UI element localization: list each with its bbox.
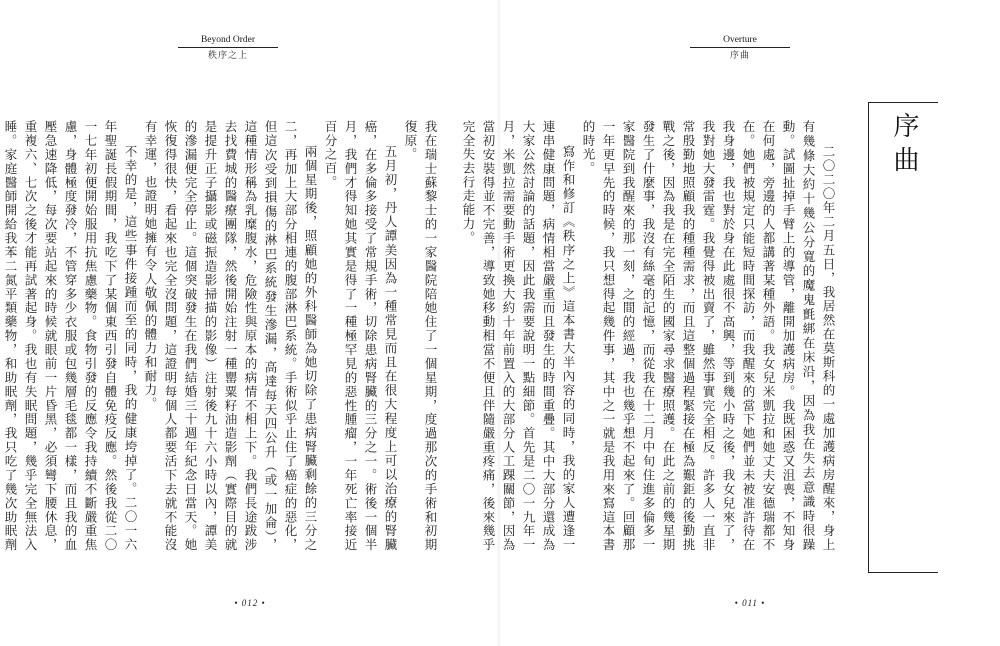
page-number-right: • 011 •	[734, 598, 766, 608]
paragraph: 兩個星期後，照顧她的外科醫師為她切除了患病腎臟剩餘的三分之二，再加上大部分相連的腹部淋巴系統。手術似乎止住了癌症的惡化，但這次受到損傷的淋巴系統發生滲漏，高達每天四公升（或一加侖），這種情形稱為乳糜腹水，危險性與原本的病情不相上下。我們長途跋涉去找費城的醫療團隊，然後開始注射一種罌粟籽油造影劑（實際目的就是提升正子攝影或磁振造影掃描的影像）注射後九十六小時以內，譚美的滲漏便完全停止。這個突破發生在我們結婚三十週年紀念日當天。她恢復得很快，看起來也完全沒問題，這證明每個人都要活下去就不能沒有幸運，也證明她擁有令人敬佩的體力和耐力。	[143, 120, 318, 552]
chapter-vertical-rule	[868, 102, 869, 572]
chapter-heading	[868, 102, 938, 572]
paragraph: 不幸的是，這些事件接踵而至的同時，我的健康垮掉了。二〇一六年聖誕長假期間，我吃下了某個東西引發自體免疫反應。然後我從二〇一七年初便開始服用抗焦慮藥物。食物引發的反應令我持續不斷嚴重焦慮，身體極度發冷，不管穿多少衣服或包幾層毛毯都一樣，而且我的血壓急速降低，每次要站起來的時候就眼前一片昏黑，必須彎下腰休息，重複六、七次之後才能再試著起身。我也有失眠問題，幾乎完全無法入睡。家庭醫師開給我苯二氮平類藥物，和助眠劑，我只吃了幾次助眠劑	[3, 120, 138, 552]
paragraph: 我在瑞士蘇黎士的一家醫院陪她住了一個星期，度過那次的手術和初期復原。	[403, 120, 438, 552]
body-text-left	[3, 120, 440, 552]
running-header-right	[690, 34, 790, 63]
paragraph: 五月初，丹人譚美因為一種常見而且在很大程度上可以治療的腎臟癌，在多倫多接受了常規手術，切除患病腎臟的三分之一。術後一個半月，我們才得知她其實是得了一種極罕見的惡性腫瘤，一年死亡率接近百分之百。	[323, 120, 398, 552]
header-title-zh: 序曲	[729, 51, 750, 61]
header-title-zh: 秩序之上	[207, 51, 248, 61]
chapter-top-rule	[868, 102, 938, 103]
header-title-en: Beyond Order	[200, 35, 256, 45]
page-number-left: • 012 •	[234, 598, 266, 608]
running-header-left	[178, 34, 278, 63]
paragraph: 二〇二〇年二月五日，我居然在莫斯科的一處加護病房醒來，身上有幾條大約十幾公分寬的魔鬼氈綁在床沿，因為我在失去意識時很躁動。試圖扯掉手臂上的導管，離開加護病房。我既困惑又沮喪，不知身在何處，旁邊的人都講著某種外語。我女兒米凱拉和她丈夫安德瑞都不在。她們被規定只能短時間探訪，而我醒來的當下她們並未被准許待在我身邊，我也對於身在此處很不高興，等到幾小時之後，我女兒來了，我對她大發雷霆。我覺得被出賣了，雖然事實完全相反。許多人一直非常殷勤地照顧我的種種需求，而且這整個過程緊接在極為艱鉅的後勤挑戰之後，因為我是在完全陌生的國家尋求醫療照護。在此之前的幾星期發生了什麼事，我沒有絲毫的記憶，而從我在十二月中旬住進多倫多一家醫院到我醒來的那一刻，之間的經過，我也幾乎想不起來了。回顧那一年更早先的時候，我只想得起幾件事，其中之一就是我用來寫這本書的時光。	[581, 120, 836, 552]
header-rule	[178, 47, 278, 48]
body-text-right	[461, 120, 838, 552]
paragraph: 寫作和修訂《秩序之上》這本書大半內容的同時，我的家人遭逢一連串健康問題，病情相當嚴重而且發生的時間重疊。其中大部分還成為大家公然討論的話題，因此我需要說明一點細節。首先是二〇一九年一月，米凱拉需要動手術更換大約十年前置入的大部分人工踝關節，因為當初安裝得並不完善，導致她移動相當不便且伴隨嚴重疼痛，後來幾乎完全失去行走能力。	[461, 120, 576, 552]
right-page	[461, 0, 1000, 646]
header-rule	[690, 47, 790, 48]
header-title-en: Overture	[723, 35, 757, 45]
chapter-bottom-rule	[868, 572, 938, 573]
chapter-title: 序曲	[889, 112, 919, 180]
